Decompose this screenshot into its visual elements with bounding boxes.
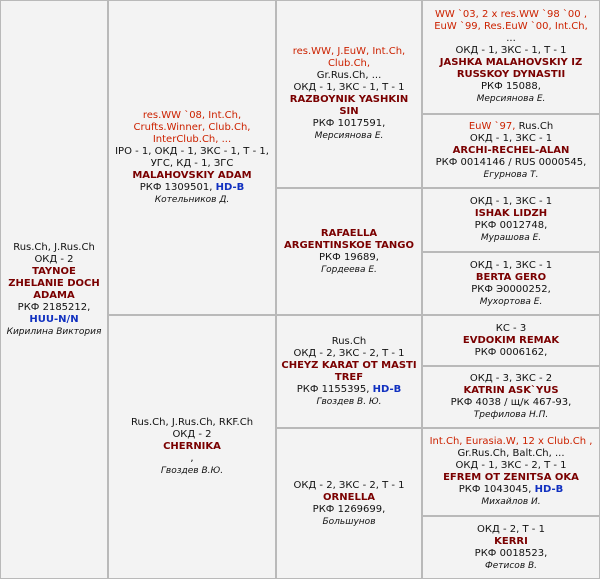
g4-7-tests: ОКД - 2, Т - 1 [477,523,545,535]
g4-2-tests: ОКД - 1, ЗКС - 1 [469,196,553,207]
subject-owner: Кирилина Виктория [6,326,102,337]
g4-6-registry-line [459,484,563,496]
sire-registry: РКФ 1309501, [139,181,213,193]
dam-titles: Rus.Ch, J.Rus.Ch, RKF.Ch [130,417,254,428]
g4-5-tests: ОКД - 3, ЗКС - 2 [469,373,553,384]
ggp-5-cell [422,366,600,428]
g4-5-name: KATRIN ASK`YUS [463,385,559,396]
g4-6-titles-black: Gr.Rus.Ch, Balt.Ch, ... [457,448,565,459]
subject-registry: РКФ 2185212, [17,301,91,313]
g3-0-owner: Мерсиянова Е. [314,131,384,141]
grandsire-paternal-cell [276,0,422,188]
dam-tests: ОКД - 2 [172,429,212,440]
g4-6-titles: Int.Ch, Eurasia.W, 12 x Club.Ch , [429,436,593,447]
ggp-1-cell [422,114,600,188]
g3-1-registry: РКФ 19689, [319,251,379,263]
g3-0-tests: ОКД - 1, ЗКС - 1, Т - 1 [293,82,405,93]
subject-hd: HUU-N/N [29,313,79,325]
ggp-0-cell [422,0,600,114]
g4-2-name: ISHAK LIDZH [474,208,548,219]
g4-0-titles-black: ... [506,33,516,44]
g4-7-registry: РКФ 0018523, [474,547,548,559]
g3-2-titles: Rus.Ch [331,335,367,347]
g4-1-titles-line [469,121,553,133]
ggp-6-cell [422,428,600,516]
g4-0-registry: РКФ 15088, [481,81,541,92]
sire-owner: Котельников Д. [154,194,230,205]
sire-cell [108,0,276,315]
ggp-4-cell [422,315,600,366]
g4-3-owner: Мухортова Е. [479,296,543,307]
ggp-7-cell [422,516,600,579]
g4-0-name: JASHKA MALAHOVSKIY IZ RUSSKOY DYNASTII [439,57,583,80]
g4-3-name: BERTA GERO [475,271,547,283]
g4-0-tests: ОКД - 1, ЗКС - 1, Т - 1 [455,45,567,56]
g4-2-owner: Мурашова Е. [480,233,542,243]
granddam-paternal-cell [276,188,422,315]
g3-3-tests: ОКД - 2, ЗКС - 2, Т - 1 [293,479,405,491]
g3-1-name: RAFAELLA ARGENTINSKOE TANGO [284,227,414,251]
g4-6-registry: РКФ 1043045, [458,484,532,495]
g3-0-name: RAZBOYNIK YASHKIN SIN [289,94,409,117]
g4-1-name: ARCHI-RECHEL-ALAN [452,145,570,156]
subject-titles: Rus.Ch, J.Rus.Ch [13,241,95,253]
sire-name: MALAHOVSKIY ADAM [132,169,252,181]
g4-5-owner: Трефилова Н.П. [473,410,549,420]
g4-6-hd: HD-B [534,484,564,495]
g3-0-registry: РКФ 1017591, [312,118,386,129]
g3-0-titles: res.WW, J.EuW, Int.Ch, Club.Ch, [292,46,406,69]
g4-1-owner: Егурнова Т. [483,170,539,180]
g4-7-owner: Фетисов В. [484,560,538,571]
g4-1-titles-black: Rus.Ch [518,121,554,132]
g3-2-owner: Гвоздев В. Ю. [316,396,382,407]
g3-3-registry: РКФ 1269699, [312,503,386,515]
g4-0-titles: WW `03, 2 x res.WW `98 `00 , EuW `99, Res.EuW `00, Int.Ch, [434,9,588,32]
dam-owner: Гвоздев В.Ю. [160,466,224,476]
ggp-2-cell [422,188,600,252]
g4-2-registry: РКФ 0012748, [474,220,548,231]
sire-registry-line [140,182,244,194]
g4-4-registry: РКФ 0006162, [474,346,548,358]
subject-registry-line [18,302,91,314]
g4-7-name: KERRI [494,535,528,547]
g3-3-name: ORNELLA [323,491,375,503]
sire-tests: IPO - 1, ОКД - 1, ЗКС - 1, Т - 1, УГС, КД - 1, ЗГС [115,145,269,169]
g4-4-name: EVDOKIM REMAK [462,334,560,346]
g4-6-name: EFREM OT ZENITSA OKA [443,472,579,483]
sire-titles: res.WW `08, Int.Ch, Crufts.Winner, Club.Ch, InterClub.Ch, ... [133,109,251,145]
g3-0-titles-black: Gr.Rus.Ch, ... [316,70,382,81]
g4-4-tests: КС - 3 [495,322,527,334]
g3-2-hd: HD-B [372,383,402,395]
subject-cell [0,0,108,579]
g4-3-registry: РКФ Э0000252, [471,283,551,295]
g4-1-registry: РКФ 0014146 / RUS 0000545, [435,157,587,168]
g3-2-name: CHEYZ KARAT OT MASTI TREF [281,359,417,383]
g4-1-tests: ОКД - 1, ЗКС - 1 [469,133,553,144]
subject-name: TAYNOE ZHELANIE DOCH ADAMA [8,265,100,301]
g4-0-owner: Мерсиянова Е. [476,94,546,104]
dam-name: CHERNIKA [163,441,221,452]
g4-6-tests: ОКД - 1, ЗКС - 2, Т - 1 [455,460,567,471]
g4-3-tests: ОКД - 1, ЗКС - 1 [469,259,553,271]
g4-5-registry: РКФ 4038 / щ/к 467-93, [450,397,572,408]
g3-2-registry-line [297,384,401,396]
g3-3-owner: Большунов [322,516,376,527]
subject-tests: ОКД - 2 [34,253,74,265]
g4-6-owner: Михайлов И. [481,497,541,507]
dam-registry: , [190,453,194,464]
g3-2-tests: ОКД - 2, ЗКС - 2, Т - 1 [293,347,405,359]
ggp-3-cell [422,252,600,315]
granddam-maternal-cell [276,428,422,579]
g4-1-titles: EuW `97, [468,121,516,132]
dam-cell [108,315,276,579]
sire-hd: HD-B [215,181,245,193]
g3-2-registry: РКФ 1155395, [296,383,370,395]
g3-1-owner: Гордеева Е. [321,264,377,275]
grandsire-maternal-cell [276,315,422,428]
